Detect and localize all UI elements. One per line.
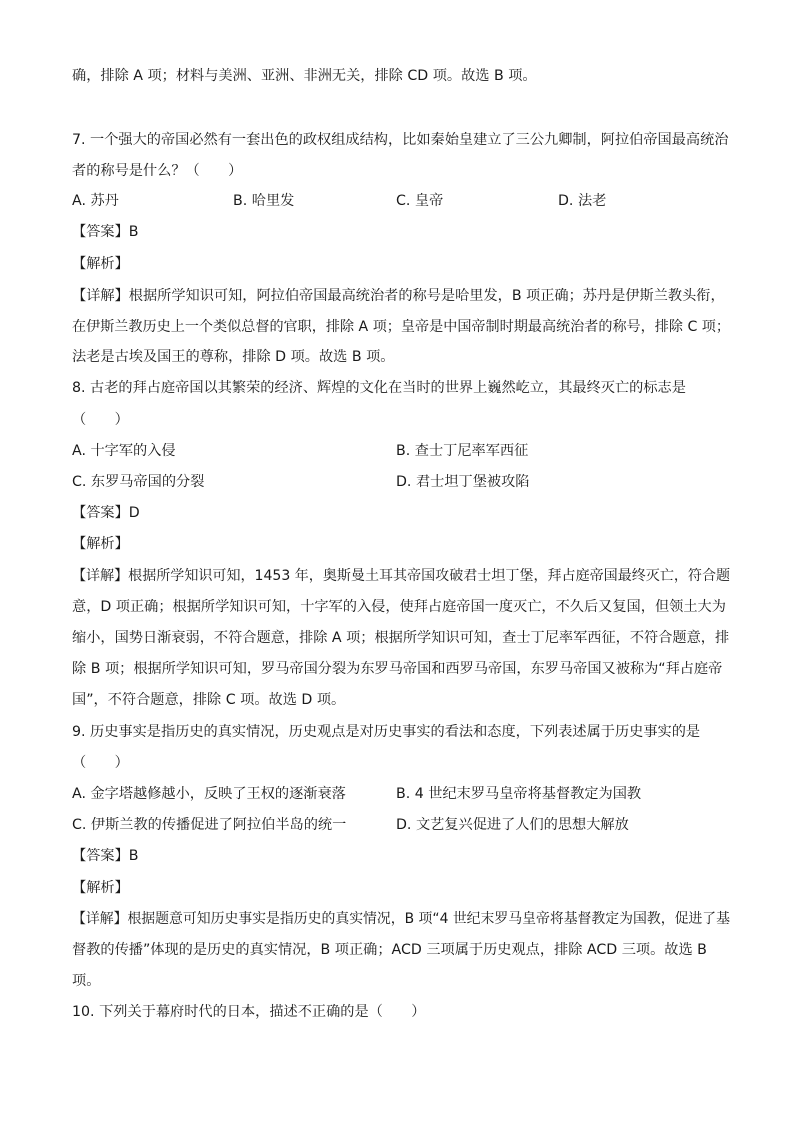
q7-detail-line1: 【详解】根据所学知识可知，阿拉伯帝国最高统治者的称号是哈里发，B 项正确；苏丹是伊斯兰教头衔， bbox=[72, 288, 725, 304]
q10-stem-line1: 10. 下列关于幕府时代的日本，描述不正确的是（ ） bbox=[72, 1004, 426, 1020]
q7-option-c: C. 皇帝 bbox=[396, 193, 444, 209]
q7-detail-line3: 法老是古埃及国王的尊称，排除 D 项。故选 B 项。 bbox=[72, 349, 395, 365]
q8-detail-line2: 意，D 项正确；根据所学知识可知，十字军的入侵，使拜占庭帝国一度灭亡，不久后又复国，但领土大为 bbox=[72, 599, 726, 615]
q9-option-c: C. 伊斯兰教的传播促进了阿拉伯半岛的统一 bbox=[72, 817, 347, 833]
q7-option-d: D. 法老 bbox=[558, 193, 607, 209]
q8-detail-line5: 国”，不符合题意，排除 C 项。故选 D 项。 bbox=[72, 692, 346, 708]
q9-detail-line1: 【详解】根据题意可知历史事实是指历史的真实情况，B 项“4 世纪末罗马皇帝将基督教定为国教，促进了基 bbox=[72, 911, 731, 927]
q9-option-d: D. 文艺复兴促进了人们的思想大解放 bbox=[396, 817, 629, 833]
q8-option-c: C. 东罗马帝国的分裂 bbox=[72, 474, 205, 490]
q9-option-b: B. 4 世纪末罗马皇帝将基督教定为国教 bbox=[396, 786, 642, 802]
q9-option-a: A. 金字塔越修越小，反映了王权的逐渐衰落 bbox=[72, 786, 346, 802]
q8-option-d: D. 君士坦丁堡被攻陷 bbox=[396, 474, 530, 490]
q9-detail-line2: 督教的传播”体现的是历史的真实情况，B 项正确；ACD 三项属于历史观点，排除 ACD 三项。故选 B bbox=[72, 942, 707, 958]
q8-detail-line3: 缩小，国势日渐衰弱，不符合题意，排除 A 项；根据所学知识可知，查士丁尼率军西征，不符合题意，排 bbox=[72, 630, 730, 646]
q8-detail-line4: 除 B 项；根据所学知识可知，罗马帝国分裂为东罗马帝国和西罗马帝国，东罗马帝国又被称为“拜占庭帝 bbox=[72, 661, 723, 677]
q9-stem-line1: 9. 历史事实是指历史的真实情况，历史观点是对历史事实的看法和态度，下列表述属于历史事实的是 bbox=[72, 724, 701, 740]
q8-answer: 【答案】D bbox=[72, 505, 140, 521]
q9-analysis-label: 【解析】 bbox=[72, 880, 129, 896]
q7-analysis-label: 【解析】 bbox=[72, 256, 129, 272]
q9-detail-line3: 项。 bbox=[72, 973, 101, 989]
q8-option-b: B. 查士丁尼率军西征 bbox=[396, 443, 529, 459]
q8-stem-line2: （ ） bbox=[72, 412, 129, 428]
q7-option-b: B. 哈里发 bbox=[233, 193, 295, 209]
q7-stem-line1: 7. 一个强大的帝国必然有一套出色的政权组成结构，比如秦始皇建立了三公九卿制，阿拉伯帝国最高统治 bbox=[72, 132, 729, 148]
q8-stem-line1: 8. 古老的拜占庭帝国以其繁荣的经济、辉煌的文化在当时的世界上巍然屹立，其最终灭亡的标志是 bbox=[72, 380, 686, 396]
q8-detail-line1: 【详解】根据所学知识可知，1453 年，奥斯曼土耳其帝国攻破君士坦丁堡，拜占庭帝国最终灭亡，符合题 bbox=[72, 568, 731, 584]
q9-stem-line2: （ ） bbox=[72, 755, 129, 771]
q8-analysis-label: 【解析】 bbox=[72, 536, 129, 552]
continuation-text: 确，排除 A 项；材料与美洲、亚洲、非洲无关，排除 CD 项。故选 B 项。 bbox=[72, 68, 537, 84]
q7-detail-line2: 在伊斯兰教历史上一个类似总督的官职，排除 A 项；皇帝是中国帝制时期最高统治者的称号，排除 C 项； bbox=[72, 319, 731, 335]
q7-option-a: A. 苏丹 bbox=[72, 193, 119, 209]
q7-stem-line2: 者的称号是什么？（ ） bbox=[72, 163, 243, 179]
q9-answer: 【答案】B bbox=[72, 848, 139, 864]
q7-answer: 【答案】B bbox=[72, 224, 139, 240]
q8-option-a: A. 十字军的入侵 bbox=[72, 443, 176, 459]
